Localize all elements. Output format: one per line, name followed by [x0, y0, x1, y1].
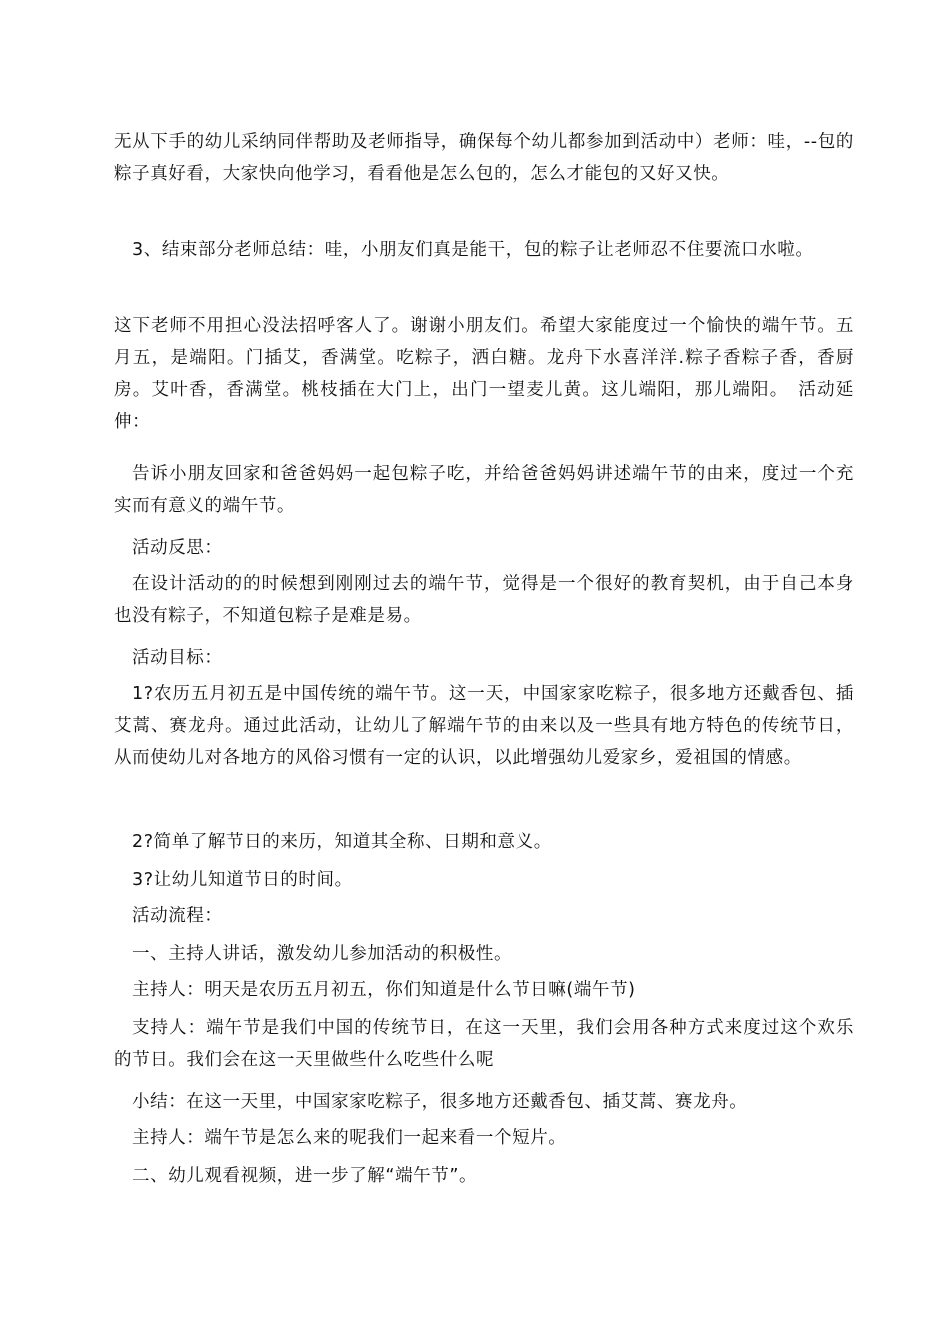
paragraph-conclusion: 3、结束部分老师总结：哇，小朋友们真是能干，包的粽子让老师忍不住要流口水啦。: [132, 240, 814, 260]
paragraph-host-2: 支持人：端午节是我们中国的传统节日，在这一天里，我们会用各种方式来度过这个欢乐的节日。我们会在这一天里做些什么吃些什么呢: [114, 1018, 854, 1070]
paragraph-goal-1: 1?农历五月初五是中国传统的端午节。这一天，中国家家吃粽子，很多地方还戴香包、插艾蒿、赛龙舟。通过此活动，让幼儿了解端午节的由来以及一些具有地方特色的传统节日，从而使幼儿对各地方的风俗习惯有一定的认识，以此增强幼儿爱家乡，爱祖国的情感。: [114, 684, 854, 768]
paragraph-step-2: 二、幼儿观看视频，进一步了解“端午节”。: [132, 1166, 478, 1186]
paragraph-summary: 小结：在这一天里，中国家家吃粽子，很多地方还戴香包、插艾蒿、赛龙舟。: [132, 1092, 748, 1112]
paragraph-peer-help: 无从下手的幼儿采纳同伴帮助及老师指导，确保每个幼儿都参加到活动中）老师：哇，--包的粽子真好看，大家快向他学习，看看他是怎么包的，怎么才能包的又好又快。: [114, 132, 854, 184]
paragraph-step-1: 一、主持人讲话，激发幼儿参加活动的积极性。: [132, 944, 513, 964]
paragraph-rhyme: 这下老师不用担心没法招呼客人了。谢谢小朋友们。希望大家能度过一个愉快的端午节。五月五，是端阳。门插艾，香满堂。吃粽子，洒白糖。龙舟下水喜洋洋.粽子香粽子香，香厨房。艾叶香，香满堂。桃枝插在大门上，出门一望麦儿黄。这儿端阳，那儿端阳。 活动延伸：: [114, 316, 854, 432]
heading-goals: 活动目标：: [132, 648, 223, 668]
heading-reflection: 活动反思：: [132, 538, 223, 558]
paragraph-reflection: 在设计活动的的时候想到刚刚过去的端午节，觉得是一个很好的教育契机，由于自己本身也没有粽子，不知道包粽子是难是易。: [114, 574, 854, 626]
heading-process: 活动流程：: [132, 906, 223, 926]
paragraph-host-3: 主持人：端午节是怎么来的呢我们一起来看一个短片。: [132, 1128, 567, 1148]
paragraph-goal-3: 3?让幼儿知道节日的时间。: [132, 870, 353, 890]
paragraph-host-1: 主持人：明天是农历五月初五，你们知道是什么节日嘛(端午节): [132, 980, 636, 1000]
paragraph-goal-2: 2?简单了解节日的来历，知道其全称、日期和意义。: [132, 832, 552, 852]
paragraph-extension: 告诉小朋友回家和爸爸妈妈一起包粽子吃，并给爸爸妈妈讲述端午节的由来，度过一个充实而有意义的端午节。: [114, 464, 854, 516]
